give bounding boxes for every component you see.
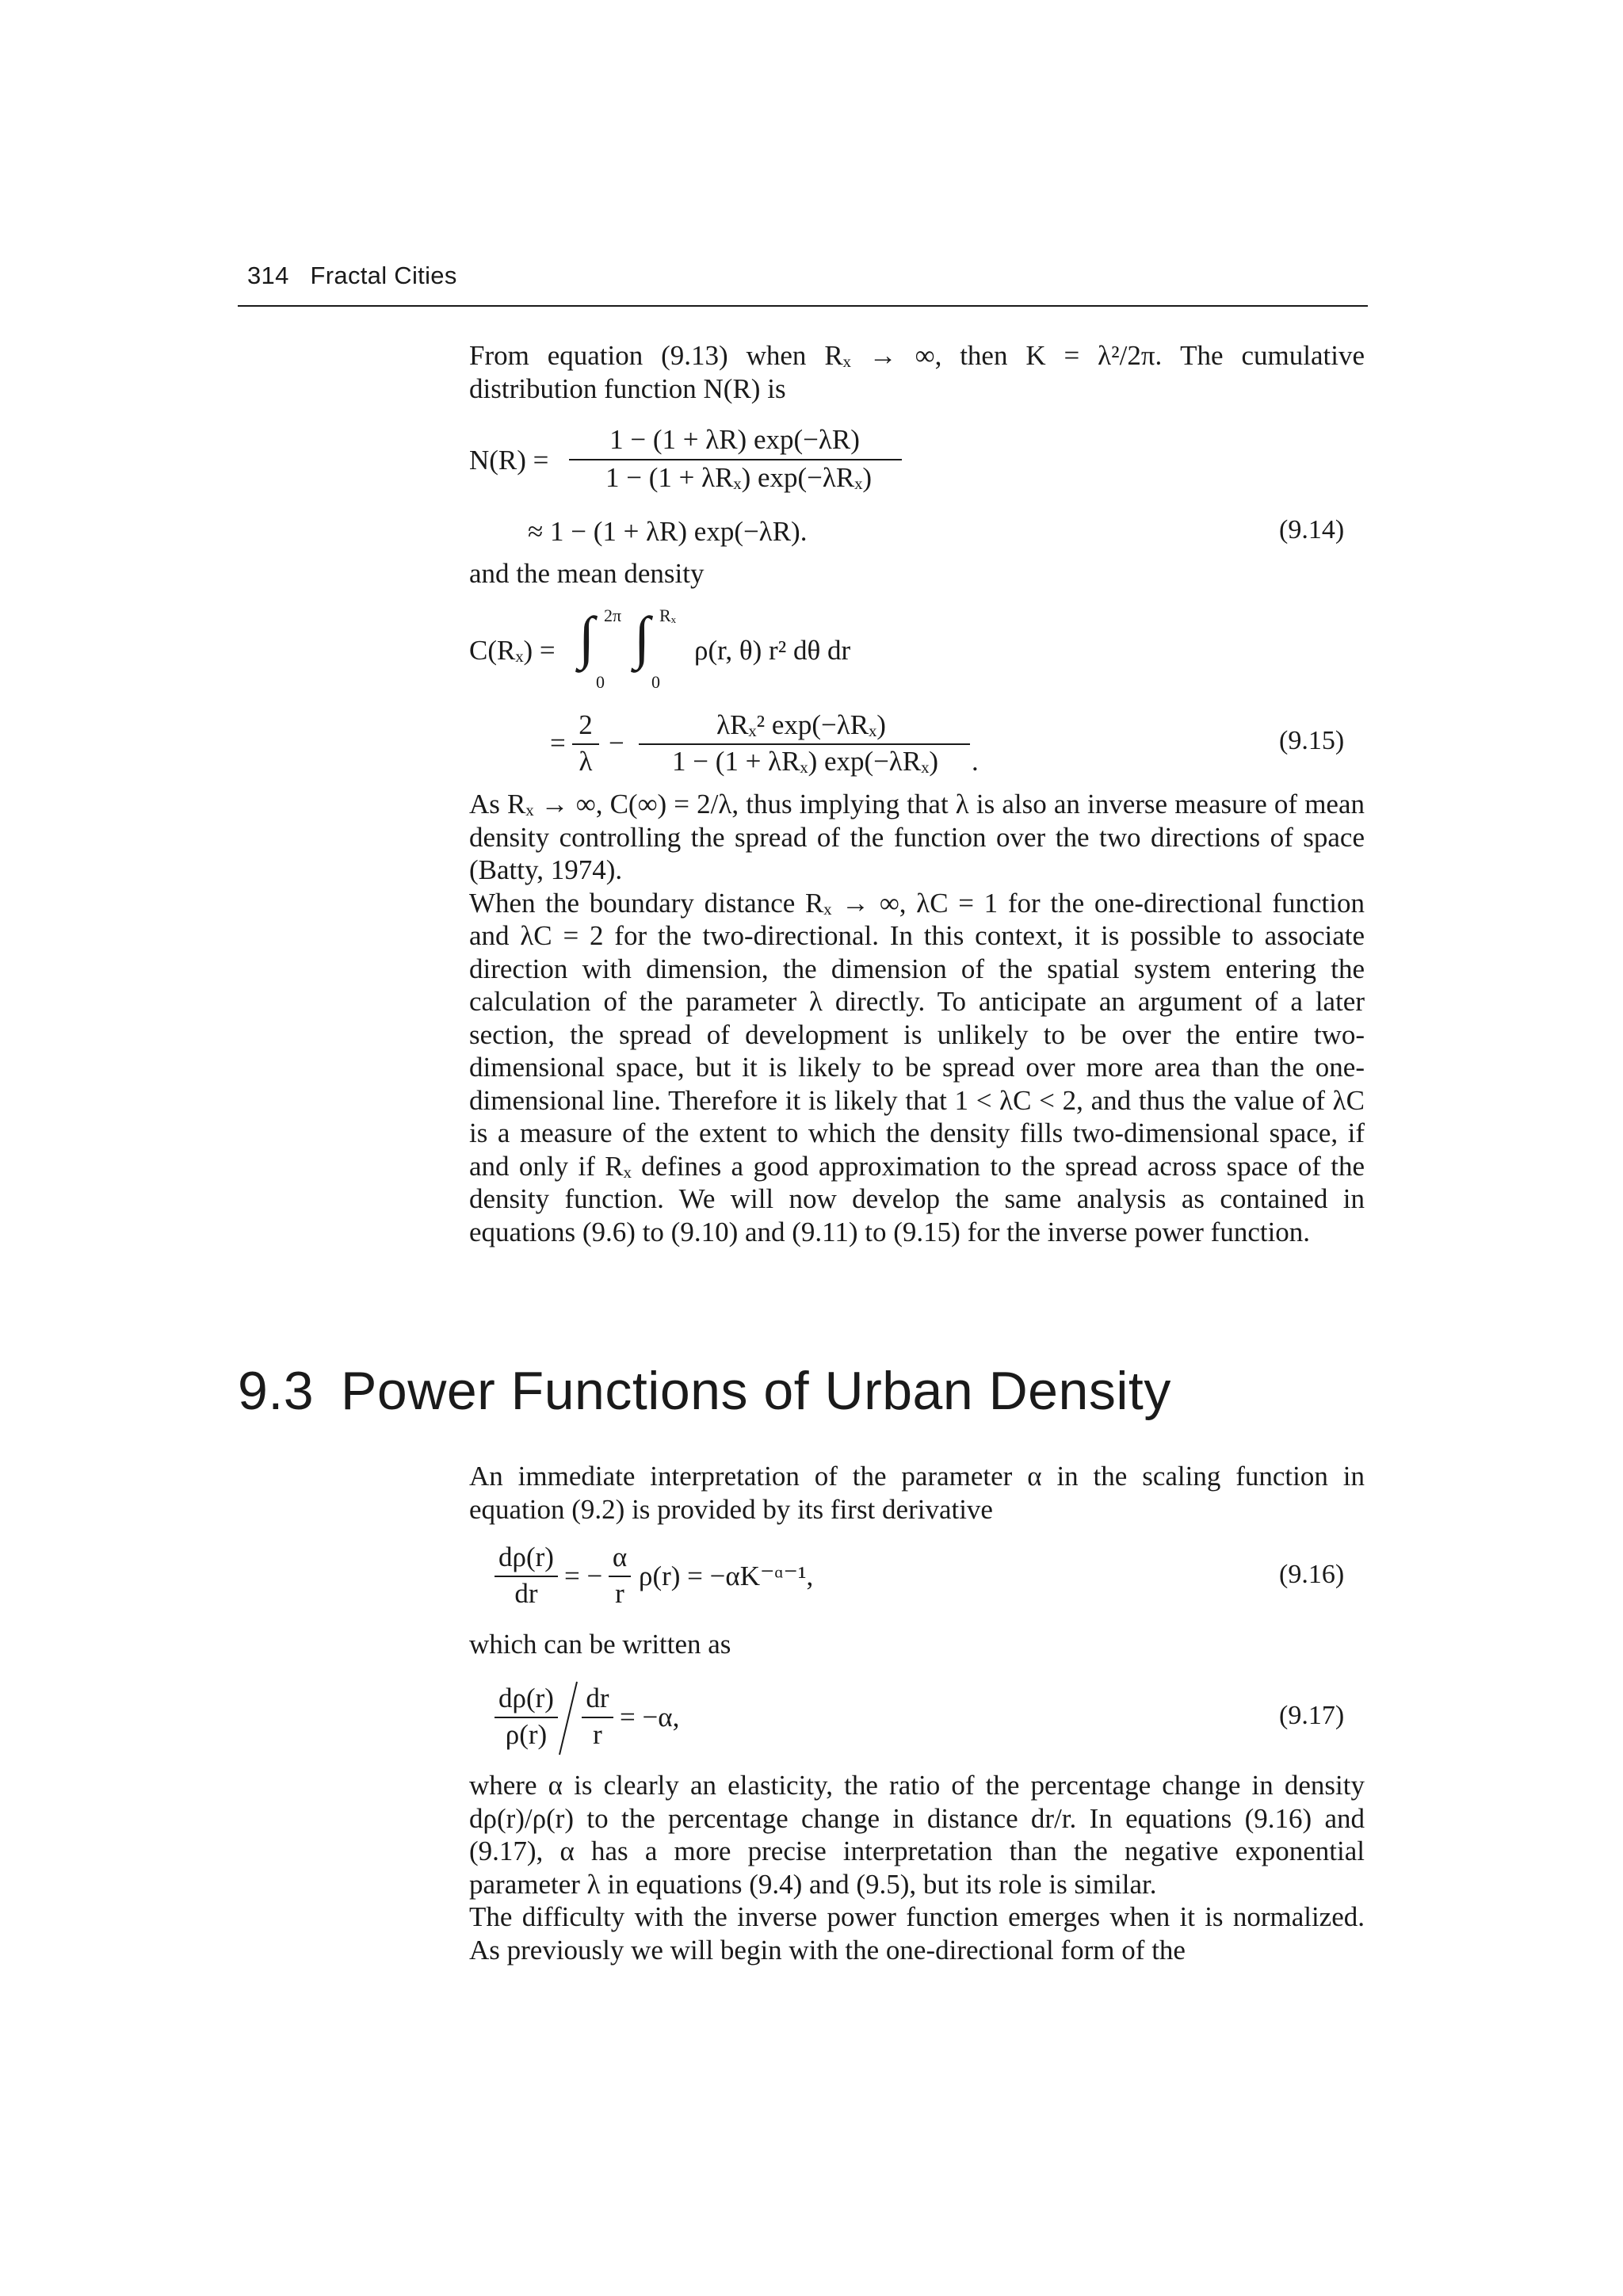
equation-9-16-rhs: ρ(r) = −αK⁻ᵅ⁻¹, <box>639 1561 814 1591</box>
equation-9-14-numerator: 1 − (1 + λR) exp(−λR) <box>609 424 860 455</box>
integral-lower-limit-inner: 0 <box>651 672 660 692</box>
integral-upper-limit-inner: Rₓ <box>659 606 677 625</box>
paragraph-intro <box>469 339 1365 405</box>
page-number: 314 <box>247 262 289 289</box>
equation-9-16-lhs-denominator: dr <box>514 1578 538 1609</box>
paragraph-text: which can be written as <box>469 1629 731 1660</box>
equation-9-17-rhs: = −α, <box>620 1702 680 1733</box>
equation-number-9-16: (9.16) <box>1279 1560 1345 1589</box>
equation-9-14-fraction-bar <box>569 459 902 460</box>
equation-number-9-15: (9.15) <box>1279 726 1345 755</box>
paragraph-text: An immediate interpretation of the parameter α in the scaling function in equation (9.2) is provided by its first derivative <box>469 1461 1365 1525</box>
equation-9-14-approximation: ≈ 1 − (1 + λR) exp(−λR). <box>528 516 808 547</box>
paragraph-text: where α is clearly an elasticity, the ratio of the percentage change in density dρ(r)/ρ(r) to the percentage change in distance dr/r. In equations (9.16) and (9.17), α has a more precise interpretation than the negative exponential parameter λ in equations (9.4) and (9.5), but its role is similar. <box>469 1770 1365 1900</box>
paragraph-block-limits <box>469 788 1365 1248</box>
equation-9-14-lhs: N(R) = <box>469 445 549 476</box>
paragraph-rewrite <box>469 1628 1365 1661</box>
equation-9-15-frac1-numerator: 2 <box>579 709 593 740</box>
paragraph-block-elasticity <box>469 1769 1365 1966</box>
paragraph-text: From equation (9.13) when Rₓ → ∞, then K = λ²/2π. The cumulative distribution function N(R) is <box>469 340 1365 404</box>
equation-9-16-mid-numerator: α <box>612 1541 628 1572</box>
paragraph-text: and the mean density <box>469 558 705 589</box>
paragraph-text: When the boundary distance Rₓ → ∞, λC = 1 for the one-directional function and λC = 2 for the two-directional. In this context, it is possible to associate direction with dimension, the dimension of the spatial system entering the calculation of the parameter λ directly. To anticipate an argument of a later section, the spread of development is unlikely to be over the entire two-dimensional space, but it is likely to be spread over more area than the one-dimensional line. Therefore it is likely that 1 < λC < 2, and thus the value of λC is a measure of the extent to which the density fills two-dimensional space, if and only if Rₓ defines a good approximation to the spread across space of the density function. We will now develop the same analysis as contained in equations (9.6) to (9.10) and (9.11) to (9.15) for the inverse power function. <box>469 887 1365 1247</box>
paragraph-text: As Rₓ → ∞, C(∞) = 2/λ, thus implying that λ is also an inverse measure of mean density controlling the spread of the function over the two directions of space (Batty, 1974). <box>469 789 1365 885</box>
equation-9-17-a-numerator: dρ(r) <box>498 1683 554 1713</box>
integral-upper-limit-outer: 2π <box>604 606 622 625</box>
equation-9-16-mid-denominator: r <box>615 1578 624 1609</box>
section-number: 9.3 <box>238 1361 315 1421</box>
section-title: Power Functions of Urban Density <box>341 1361 1171 1421</box>
paragraph-mean-density <box>469 557 1365 590</box>
paragraph-interpretation <box>469 1460 1365 1526</box>
minus-sign: − <box>609 728 624 758</box>
equation-9-17-a-denominator: ρ(r) <box>505 1719 548 1750</box>
period: . <box>972 746 979 777</box>
equation-number-9-17: (9.17) <box>1279 1701 1345 1730</box>
equation-9-15-lhs: C(Rₓ) = <box>469 635 556 666</box>
equation-9-17-b-denominator: r <box>593 1719 602 1750</box>
equation-9-15-frac2-denominator: 1 − (1 + λRₓ) exp(−λRₓ) <box>671 746 939 777</box>
integral-sign-outer: ∫ <box>579 606 595 670</box>
equation-9-14-denominator: 1 − (1 + λRₓ) exp(−λRₓ) <box>605 462 873 493</box>
division-slash <box>556 1679 580 1758</box>
paragraph-text: The difficulty with the inverse power function emerges when it is normalized. As previously we will begin with the one-directional form of the <box>469 1901 1365 1966</box>
equals-minus: = − <box>564 1561 603 1591</box>
equals-sign: = <box>550 728 566 758</box>
section-heading <box>238 1360 1171 1422</box>
equation-9-17-b-numerator: dr <box>586 1683 609 1713</box>
equation-9-15-integrand: ρ(r, θ) r² dθ dr <box>694 635 851 666</box>
integral-sign-inner: ∫ <box>634 606 651 670</box>
running-header <box>247 262 457 290</box>
equation-9-16-lhs-numerator: dρ(r) <box>498 1541 554 1572</box>
integral-lower-limit-outer: 0 <box>596 672 605 692</box>
equation-9-15-frac1-denominator: λ <box>579 746 593 777</box>
equation-9-15-frac2-numerator: λRₓ² exp(−λRₓ) <box>716 709 886 740</box>
header-rule <box>238 305 1368 307</box>
book-title: Fractal Cities <box>310 262 457 289</box>
equation-number-9-14: (9.14) <box>1279 515 1345 544</box>
